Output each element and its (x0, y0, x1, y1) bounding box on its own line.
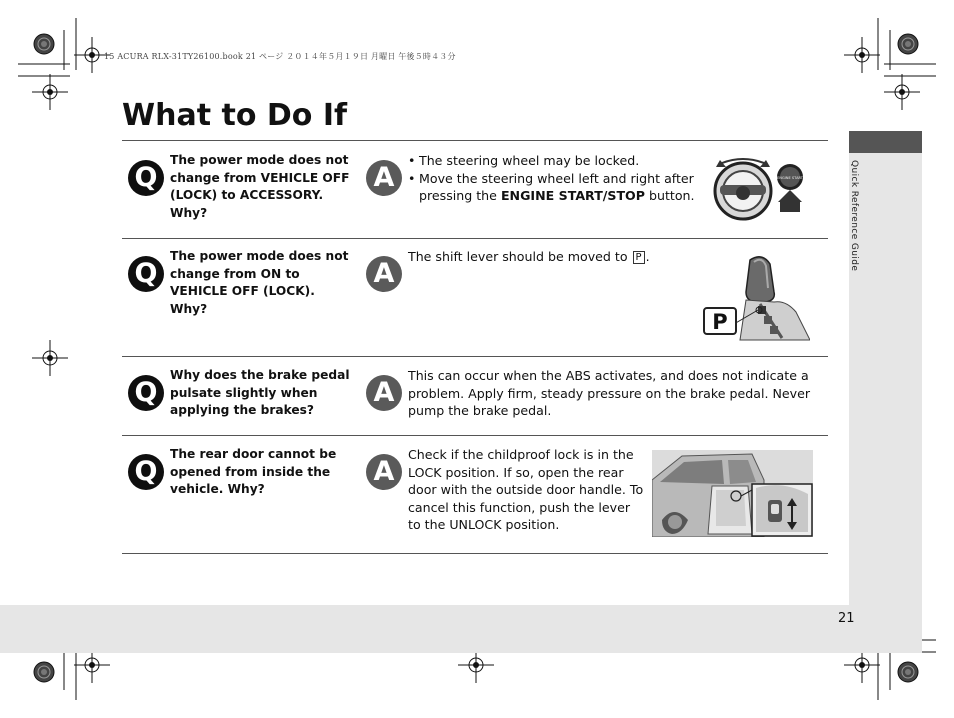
press-arrow-icon (778, 190, 802, 202)
print-header: 15 ACURA RLX-31TY26100.book 21 ページ ２０１４年５月１９日 月曜日 午後５時４３分 (104, 52, 456, 61)
section-tab (849, 131, 922, 153)
question-badge: Q (128, 375, 164, 411)
divider (122, 238, 828, 239)
divider (122, 356, 828, 357)
question-badge: Q (128, 256, 164, 292)
faq-question: The power mode does not change from ON to VEHICLE OFF (LOCK). Why? (170, 249, 349, 316)
arrow-right-icon (760, 160, 770, 167)
faq-question: Why does the brake pedal pulsate slightly when applying the brakes? (170, 368, 350, 417)
answer-bullet: • Move the steering wheel left and right after pressing the ENGINE START/STOP button. (408, 170, 708, 205)
park-position-box: P (633, 251, 645, 264)
section-tab-label-wrap (849, 160, 863, 280)
page-number: 21 (838, 611, 855, 626)
divider (122, 435, 828, 436)
question-badge: Q (128, 160, 164, 196)
answer-badge: A (366, 454, 402, 490)
section-tab-label: Quick Reference Guide (849, 160, 859, 272)
faq-question: The rear door cannot be opened from inside the vehicle. Why? (170, 447, 337, 496)
rear-door-illustration (652, 450, 813, 537)
arrow-left-icon (716, 160, 726, 167)
shift-lever-illustration (700, 252, 810, 342)
divider (122, 553, 828, 554)
answer-bullet: • The steering wheel may be locked. (408, 152, 708, 170)
button-name: ENGINE START/STOP (500, 188, 645, 203)
answer-badge: A (366, 256, 402, 292)
faq-answer: Check if the childproof lock is in the LOCK position. If so, open the rear door with the outside door handle. To cancel this function, push the lever to the UNLOCK position. (408, 447, 644, 532)
footer-band (0, 605, 922, 653)
faq-answer: This can occur when the ABS activates, and does not indicate a problem. Apply firm, steady pressure on the brake pedal. Never pump the brake pedal. (408, 368, 811, 418)
park-callout-letter: P (712, 310, 728, 334)
faq-answer (408, 152, 708, 205)
divider (122, 140, 828, 141)
question-badge: Q (128, 454, 164, 490)
answer-badge: A (366, 160, 402, 196)
steering-wheel-illustration (712, 155, 812, 223)
answer-badge: A (366, 375, 402, 411)
button-face-text: ENGINE START (777, 176, 803, 180)
faq-answer: The shift lever should be moved to P . (408, 249, 650, 264)
page-title: What to Do If (122, 98, 348, 133)
faq-question: The power mode does not change from VEHICLE OFF (LOCK) to ACCESSORY. Why? (170, 153, 350, 220)
